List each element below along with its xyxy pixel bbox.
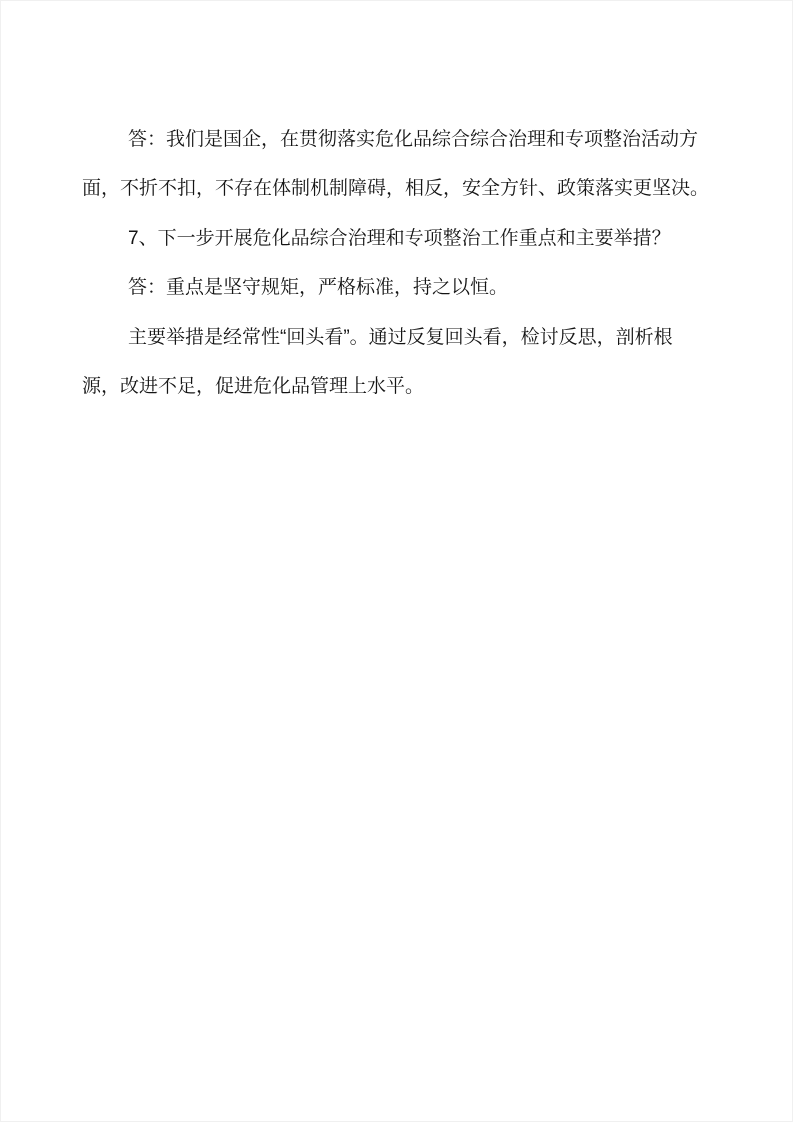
text-line: 主要举措是经常性“回头看”。通过反复回头看，检讨反思，剖析根 [128, 326, 673, 348]
text-line: 面，不折不扣，不存在体制机制障碍，相反，安全方针、政策落实更坚决。 [82, 178, 710, 200]
document-body [82, 115, 714, 411]
text-line: 源，改进不足，促进危化品管理上水平。 [82, 376, 425, 398]
text-line: 答：我们是国企，在贯彻落实危化品综合综合治理和专项整治活动方 [128, 129, 699, 150]
text-line: 7、下一步开展危化品综合治理和专项整治工作重点和主要举措？ [128, 227, 671, 249]
text-line: 答：重点是坚守规矩，严格标准，持之以恒。 [128, 277, 509, 299]
